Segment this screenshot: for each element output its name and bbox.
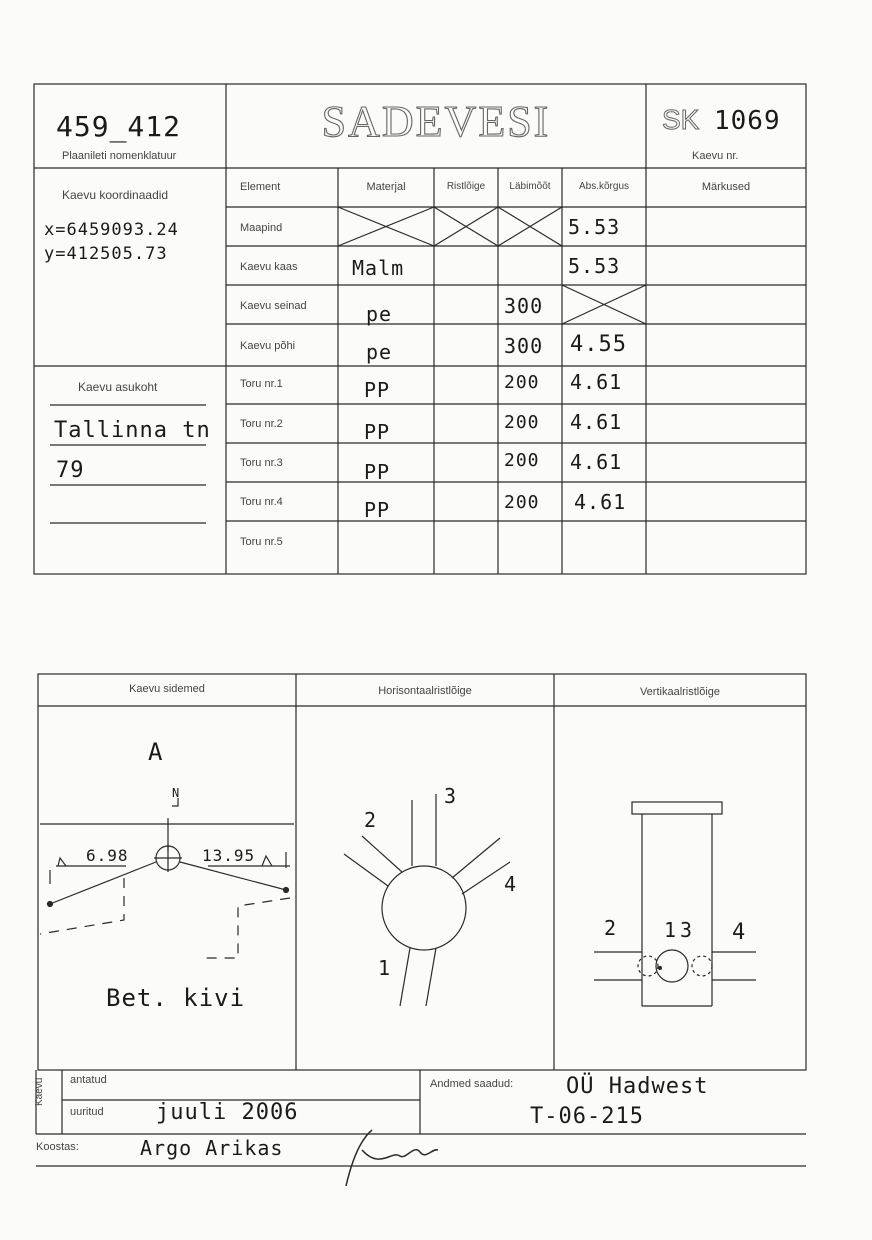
header-vertical-section: Vertikaalristlõige bbox=[639, 686, 721, 698]
row-material: Malm bbox=[352, 256, 405, 280]
row-material: PP bbox=[364, 378, 391, 402]
coord-x: x=6459093.24 bbox=[44, 220, 179, 240]
footer-author-label: Koostas: bbox=[36, 1141, 79, 1153]
footer-author-value: Argo Arikas bbox=[140, 1136, 284, 1160]
row-elevation: 4.61 bbox=[570, 370, 623, 394]
coords-label: Kaevu koordinaadid bbox=[62, 188, 169, 202]
row-diameter: 200 bbox=[504, 412, 540, 433]
dist-left: 6.98 bbox=[86, 846, 129, 865]
row-material: PP bbox=[364, 420, 391, 444]
col-header-material: Materjal bbox=[366, 181, 406, 193]
col-header-element: Element bbox=[240, 181, 281, 193]
row-element: Toru nr.1 bbox=[240, 378, 283, 390]
well-number-label: Kaevu nr. bbox=[692, 150, 739, 162]
row-material: pe bbox=[366, 302, 393, 326]
vpipe-label-3: 3 bbox=[680, 918, 694, 942]
location-line1: Tallinna tn bbox=[54, 418, 211, 443]
well-number-prefix: SK bbox=[662, 104, 700, 135]
sketch-letter: A bbox=[148, 738, 164, 766]
footer-row2-label: uuritud bbox=[70, 1106, 104, 1118]
pipe-label-2: 2 bbox=[364, 808, 378, 832]
north-arrow-label: N bbox=[172, 786, 181, 800]
row-material: PP bbox=[364, 460, 391, 484]
col-header-elevation: Abs.kõrgus bbox=[578, 181, 630, 192]
form-title: SADEVESI bbox=[321, 97, 551, 146]
pipe-label-4: 4 bbox=[504, 872, 518, 896]
row-elevation: 4.55 bbox=[570, 332, 627, 357]
row-elevation: 4.61 bbox=[574, 490, 627, 514]
footer-row2-value: juuli 2006 bbox=[156, 1100, 299, 1125]
row-diameter: 200 bbox=[504, 450, 540, 471]
footer-row1-label: antatud bbox=[70, 1074, 107, 1086]
row-element: Toru nr.3 bbox=[240, 457, 283, 469]
footer-data-value1: OÜ Hadwest bbox=[566, 1074, 709, 1099]
signature bbox=[344, 1126, 444, 1190]
header-horizontal-section: Horisontaalristlõige bbox=[378, 685, 472, 697]
location-line2: 79 bbox=[56, 458, 85, 483]
dist-right: 13.95 bbox=[202, 846, 256, 865]
header-links: Kaevu sidemed bbox=[129, 683, 205, 695]
row-element: Maapind bbox=[240, 222, 283, 234]
row-material: pe bbox=[366, 340, 393, 364]
vpipe-label-1: 1 bbox=[664, 918, 681, 942]
coord-y: y=412505.73 bbox=[44, 244, 168, 264]
row-diameter: 300 bbox=[504, 294, 544, 318]
footer-data-label: Andmed saadud: bbox=[430, 1078, 514, 1090]
row-elevation: 5.53 bbox=[568, 215, 621, 239]
row-element: Toru nr.5 bbox=[240, 536, 283, 548]
nomenclature-label: Plaanileti nomenklatuur bbox=[62, 150, 177, 162]
row-element: Kaevu põhi bbox=[240, 340, 296, 352]
col-header-section: Ristlõige bbox=[446, 181, 486, 192]
row-diameter: 200 bbox=[504, 492, 540, 513]
row-diameter: 300 bbox=[504, 334, 544, 358]
row-element: Toru nr.4 bbox=[240, 496, 283, 508]
row-element: Kaevu seinad bbox=[240, 300, 307, 312]
row-diameter: 200 bbox=[504, 372, 540, 393]
vpipe-label-4: 4 bbox=[732, 920, 747, 945]
surface-note: Bet. kivi bbox=[106, 984, 246, 1012]
pipe-label-1: 1 bbox=[378, 956, 392, 980]
pipe-label-3: 3 bbox=[444, 784, 458, 808]
footer-data-value2: T-06-215 bbox=[530, 1104, 644, 1129]
row-material: PP bbox=[364, 498, 391, 522]
row-elevation: 4.61 bbox=[570, 450, 623, 474]
col-header-notes: Märkused bbox=[701, 181, 751, 193]
row-elevation: 4.61 bbox=[570, 410, 623, 434]
row-element: Toru nr.2 bbox=[240, 418, 283, 430]
footer-side-label: Kaevu bbox=[34, 1077, 45, 1106]
location-label: Kaevu asukoht bbox=[78, 380, 158, 394]
well-number-value: 1069 bbox=[714, 106, 781, 136]
col-header-diameter: Läbimõõt bbox=[509, 181, 551, 192]
row-element: Kaevu kaas bbox=[240, 261, 298, 273]
row-elevation: 5.53 bbox=[568, 254, 621, 278]
nomenclature-value: 459_412 bbox=[56, 110, 182, 143]
vpipe-label-2: 2 bbox=[604, 916, 618, 940]
